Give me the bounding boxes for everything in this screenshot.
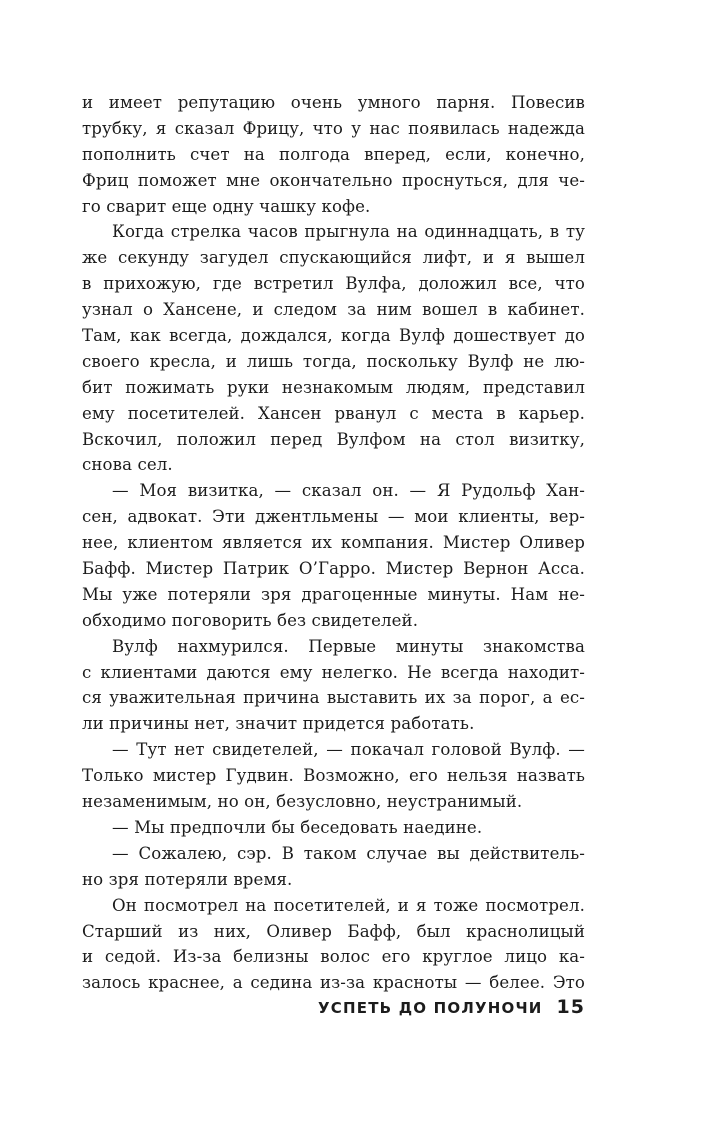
text-line: бит пожимать руки незнакомым людям, представил (82, 377, 585, 397)
text-line: — Мы предпочли бы беседовать наедине. (112, 817, 483, 837)
text-line: трубку, я сказал Фрицу, что у нас появилась надежда (82, 118, 585, 138)
text-line: Там, как всегда, дождался, когда Вулф дошествует до (82, 326, 585, 346)
text-line: Вулф нахмурился. Первые минуты знакомства (112, 636, 585, 656)
text-line: же секунду загудел спускающийся лифт, и я вышел (82, 248, 585, 268)
text-line: Старший из них, Оливер Бафф, был краснолицый (82, 921, 585, 941)
text-line: ли причины нет, значит придется работать. (82, 714, 475, 734)
text-line: снова сел. (82, 455, 173, 475)
text-line: незаменимым, но он, безусловно, неустранимый. (82, 792, 523, 812)
text-line: обходимо поговорить без свидетелей. (82, 610, 419, 630)
running-title: УСПЕТЬ ДО ПОЛУНОЧИ (318, 999, 543, 1017)
page-number: 15 (556, 996, 585, 1018)
text-line: но зря потеряли время. (82, 869, 293, 889)
text-line: — Тут нет свидетелей, — покачал головой Вулф. — (112, 740, 585, 760)
text-line: Бафф. Мистер Патрик О’Гарро. Мистер Вернон Асса. (82, 559, 585, 579)
text-line: го сварит еще одну чашку кофе. (82, 196, 371, 216)
text-line: узнал о Хансене, и следом за ним вошел в кабинет. (82, 300, 585, 320)
text-line: Вскочил, положил перед Вулфом на стол визитку, (82, 429, 585, 449)
text-line: ему посетителей. Хансен рванул с места в карьер. (82, 403, 585, 423)
text-line: Только мистер Гудвин. Возможно, его нельзя назвать (82, 766, 585, 786)
text-line: Фриц поможет мне окончательно проснуться, для че- (82, 170, 585, 190)
text-line: — Сожалею, сэр. В таком случае вы действитель- (112, 843, 585, 863)
text-line: Мы уже потеряли зря драгоценные минуты. Нам не- (82, 584, 585, 604)
text-line: пополнить счет на полгода вперед, если, конечно, (82, 144, 585, 164)
text-line: и имеет репутацию очень умного парня. Повесив (82, 93, 585, 112)
page-footer (82, 996, 585, 1024)
text-line: с клиентами даются ему нелегко. Не всегда находит- (82, 662, 585, 682)
body-text (82, 90, 585, 996)
text-line: Когда стрелка часов прыгнула на одиннадцать, в ту (112, 222, 585, 242)
text-line: — Моя визитка, — сказал он. — Я Рудольф Хан- (112, 481, 585, 501)
text-line: сен, адвокат. Эти джентльмены — мои клиенты, вер- (82, 507, 585, 527)
text-line: залось краснее, а седина из-за красноты — белее. Это (82, 973, 585, 993)
text-line: своего кресла, и лишь тогда, поскольку Вулф не лю- (82, 351, 585, 371)
text-line: ся уважительная причина выставить их за порог, а ес- (82, 688, 585, 708)
text-line: в прихожую, где встретил Вулфа, доложил все, что (82, 274, 585, 294)
text-line: Он посмотрел на посетителей, и я тоже посмотрел. (112, 895, 585, 915)
text-line: нее, клиентом является их компания. Мистер Оливер (82, 533, 585, 553)
text-line: и седой. Из-за белизны волос его круглое лицо ка- (82, 947, 585, 967)
